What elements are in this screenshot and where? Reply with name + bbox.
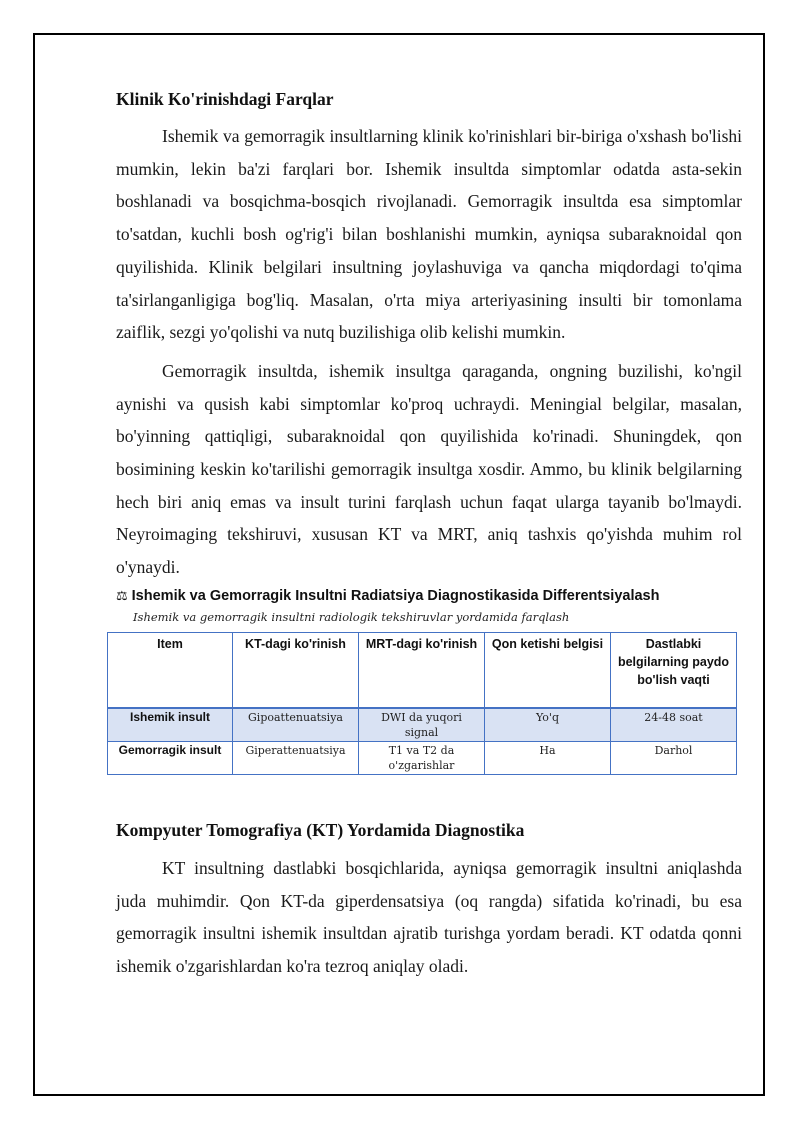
table-header-cell: Qon ketishi belgisi xyxy=(485,632,611,708)
table-row xyxy=(108,741,737,774)
scales-icon: ⚖ xyxy=(116,588,128,604)
table-row xyxy=(108,708,737,742)
table-cell: Darhol xyxy=(611,741,737,774)
table-header-row xyxy=(108,632,737,708)
table-subtitle: Ishemik va gemorragik insultni radiologik tekshiruvlar yordamida farqlash xyxy=(133,609,570,624)
table-cell: Ha xyxy=(485,741,611,774)
table-header-cell: Dastlabki belgilarning paydo bo'lish vaqti xyxy=(611,632,737,708)
table-cell: 24-48 soat xyxy=(611,708,737,742)
table-cell: Gemorragik insult xyxy=(108,741,233,774)
table-cell: T1 va T2 da o'zgarishlar xyxy=(359,741,485,774)
table-caption xyxy=(116,588,742,604)
table-cell: Ishemik insult xyxy=(108,708,233,742)
section-heading-ct: Kompyuter Tomografiya (KT) Yordamida Diagnostika xyxy=(116,819,525,840)
table-header-cell: MRT-dagi ko'rinish xyxy=(359,632,485,708)
paragraph-ct-1: KT insultning dastlabki bosqichlarida, ayniqsa gemorragik insultni aniqlashda juda muhimdir. Qon KT-da giperdensatsiya (oq rangda) sifatida ko'rinadi, bu esa gemorragik insultni ishemik insultdan ajratib turishga yordam beradi. KT odatda qonni ishemik o'zgarishlardan ko'ra tezroq aniqlay oladi. xyxy=(116,857,742,976)
paragraph-clinical-1: Ishemik va gemorragik insultlarning klinik ko'rinishlari bir-biriga o'xshash bo'lishi mumkin, lekin ba'zi farqlari bor. Ishemik insultda simptomlar odatda asta-sekin boshlanadi va bosqichma-bosqich rivojlanadi. Gemorragik insultda esa simptomlar to'satdan, kuchli bosh og'rig'i bilan boshlanishi mumkin, ayniqsa subaraknoidal qon quyilishida. Klinik belgilari insultning joylashuviga va qancha miqdordagi to'qima ta'sirlanganligiga bog'liq. Masalan, o'rta miya arteriyasining insulti bir tomonlama zaiflik, sezgi yo'qolishi va nutq buzilishiga olib kelishi mumkin. xyxy=(116,126,742,343)
document-page xyxy=(116,82,742,983)
table-cell: Yo'q xyxy=(485,708,611,742)
comparison-table xyxy=(107,632,737,775)
paragraph-clinical-2: Gemorragik insultda, ishemik insultga qaraganda, ongning buzilishi, ko'ngil aynishi va qusish kabi simptomlar ko'proq uchraydi. Meningial belgilar, masalan, bo'yinning qattiqligi, subaraknoidal qon quyilishida ko'rinadi. Shuningdek, qon bosimining keskin ko'tarilishi gemorragik insultga xosdir. Ammo, bu klinik belgilarning hech biri aniq emas va insult turini farqlash uchun faqat ularga tayanib bo'lmaydi. Neyroimaging tekshiruvi, xususan KT va MRT, aniq tashxis qo'yishda muhim rol o'ynaydi. xyxy=(116,360,742,578)
table-cell: Giperattenuatsiya xyxy=(233,741,359,774)
table-title: Ishemik va Gemorragik Insultni Radiatsiya Diagnostikasida Differentsiyalash xyxy=(131,587,660,604)
table-cell: DWI da yuqori signal xyxy=(359,708,485,742)
section-heading-clinical: Klinik Ko'rinishdagi Farqlar xyxy=(116,89,334,109)
table-cell: Gipoattenuatsiya xyxy=(233,708,359,742)
table-header-cell: KT-dagi ko'rinish xyxy=(233,632,359,708)
table-header-cell: Item xyxy=(108,632,233,708)
